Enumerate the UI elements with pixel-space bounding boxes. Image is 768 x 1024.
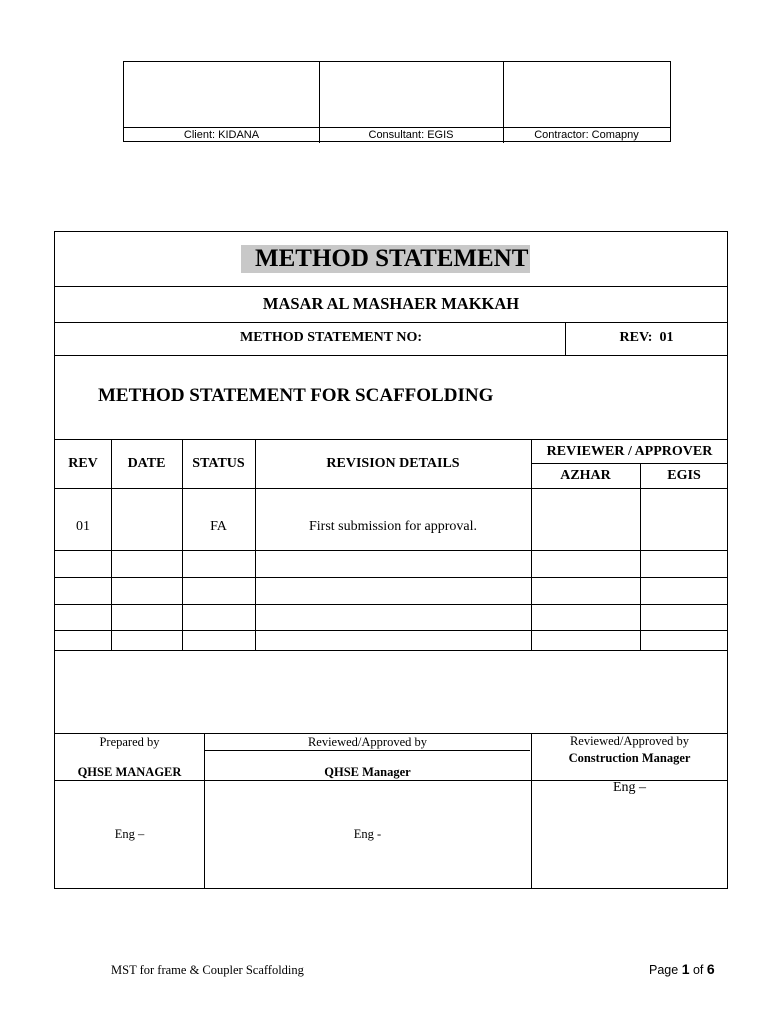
of-word: of <box>692 963 704 977</box>
divider <box>55 650 727 651</box>
table-cell-status: FA <box>210 519 227 534</box>
prepared-by-label: Prepared by <box>99 735 160 749</box>
consultant-logo-cell <box>319 62 504 127</box>
divider <box>204 733 205 889</box>
divider <box>55 604 727 605</box>
document-subject: METHOD STATEMENT FOR SCAFFOLDING <box>98 385 494 406</box>
col-header-azhar: AZHAR <box>560 468 611 483</box>
consultant-label: Consultant: EGIS <box>319 127 504 143</box>
col-header-date: DATE <box>127 456 166 471</box>
divider <box>55 439 727 440</box>
page-word: Page <box>649 963 679 977</box>
reviewed-by-label-1: Reviewed/Approved by <box>307 735 428 749</box>
contractor-label: Contractor: Comapny <box>503 127 670 143</box>
col-header-rev: REV <box>68 456 98 471</box>
footer-document-name: MST for frame & Coupler Scaffolding <box>111 963 304 977</box>
divider <box>55 286 727 287</box>
table-cell-rev: 01 <box>76 519 90 534</box>
document-title: METHOD STATEMENT <box>241 245 530 273</box>
client-label: Client: KIDANA <box>124 127 320 143</box>
signature-eng-1: Eng – <box>114 827 145 841</box>
revision-label: REV: 01 <box>619 330 674 345</box>
divider <box>55 488 727 489</box>
col-header-revision-details: REVISION DETAILS <box>326 456 460 471</box>
reviewed-by-role-1: QHSE Manager <box>324 765 411 779</box>
reviewed-by-label-2: Reviewed/Approved by <box>569 734 690 748</box>
method-statement-cover <box>54 231 728 889</box>
divider <box>204 750 530 751</box>
contractor-logo-cell <box>503 62 670 127</box>
prepared-by-role: QHSE MANAGER <box>77 765 182 779</box>
col-header-egis: EGIS <box>667 468 701 483</box>
divider <box>55 577 727 578</box>
table-cell-details: First submission for approval. <box>309 519 477 534</box>
page-total: 6 <box>706 961 715 977</box>
project-name: MASAR AL MASHAER MAKKAH <box>262 294 520 313</box>
page-current: 1 <box>681 961 690 977</box>
divider <box>531 463 727 464</box>
footer-page-number <box>649 961 715 977</box>
ms-number-label: METHOD STATEMENT NO: <box>239 330 423 345</box>
col-header-status: STATUS <box>192 456 245 471</box>
reviewed-by-role-2: Construction Manager <box>568 751 691 765</box>
divider <box>55 355 727 356</box>
signature-eng-2: Eng - <box>353 827 382 841</box>
col-header-reviewer-approver: REVIEWER / APPROVER <box>546 444 713 459</box>
logo-table <box>123 61 671 142</box>
client-logo-cell <box>124 62 320 127</box>
signature-eng-3: Eng – <box>612 780 647 795</box>
divider <box>640 463 641 650</box>
divider <box>55 630 727 631</box>
divider <box>55 322 727 323</box>
divider <box>55 550 727 551</box>
